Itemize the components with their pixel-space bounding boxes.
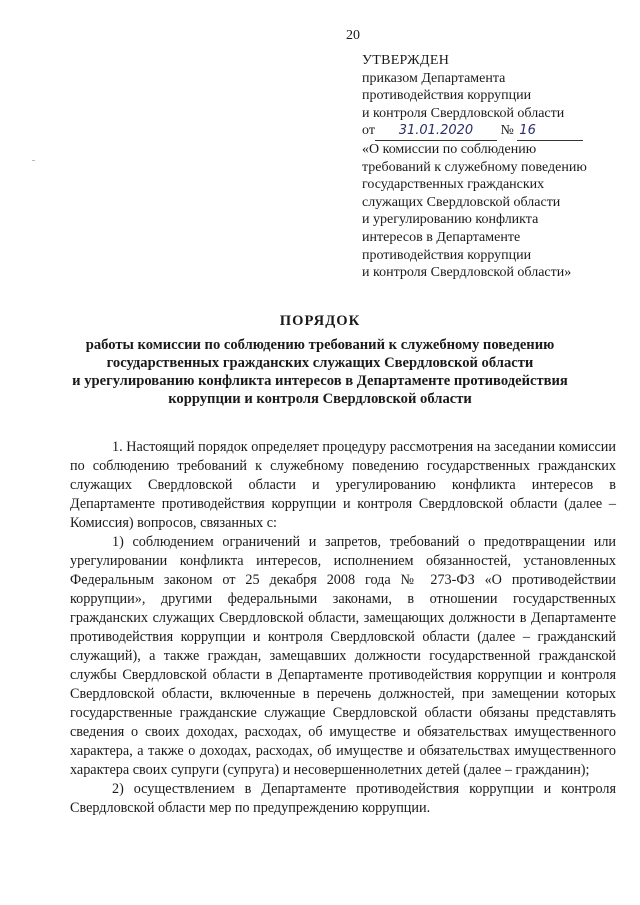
number-prefix: № bbox=[500, 123, 514, 139]
order-title-line: и урегулированию конфликта bbox=[362, 212, 539, 228]
order-title-line: государственных гражданских bbox=[362, 177, 545, 193]
order-title-line: противодействия коррупции bbox=[362, 247, 532, 263]
document-subtitle-line: государственных гражданских служащих Свердловской области bbox=[106, 355, 534, 371]
page-number: 20 bbox=[346, 28, 360, 43]
body-paragraph: 1) соблюдением ограничений и запретов, требований о предотвращении или урегулировании конфликта интересов, исполнением обязанностей, установленных Федеральным законом от 25 декабря 2008 года № 273-ФЗ «О противодействии коррупции», другими федеральными законами, в отношении государственных гражданских служащих Свердловской области, замещающих должности в Департаменте противодействия коррупции и контроля Свердловской области (далее – гражданский служащий), а также граждан, замещавших должности государственной гражданской службы Свердловской области в Департаменте противодействия коррупции и контроля Свердловской области, включенные в перечень должностей, при замещении которых государственные гражданские служащие Свердловской области обязаны представлять сведения о своих доходах, расходах, об имуществе и обязательствах имущественного характера, а также о доходах, расходах, об имуществе и обязательствах имущественного характера своих супруги (супруга) и несовершеннолетних детей (далее – гражданин); bbox=[70, 534, 616, 778]
order-title-line: требований к служебному поведению bbox=[362, 159, 587, 175]
body-paragraph: 2) осуществлением в Департаменте противодействия коррупции и контроля Свердловской области мер по предупреждению коррупции. bbox=[70, 781, 616, 816]
document-subtitle-line: и урегулированию конфликта интересов в Департаменте противодействия bbox=[72, 373, 568, 389]
approval-line: противодействия коррупции bbox=[362, 88, 532, 104]
document-title-block bbox=[40, 313, 600, 408]
body-paragraph: 1. Настоящий порядок определяет процедуру рассмотрения на заседании комиссии по соблюдению требований к служебному поведению государственных гражданских служащих Свердловской области и урегулированию конфликта интересов в Департаменте противодействия коррупции и контроля Свердловской области (далее – Комиссия) вопросов, связанных с: bbox=[70, 439, 616, 531]
approval-line: и контроля Свердловской области bbox=[362, 105, 565, 121]
handwritten-number: 16 bbox=[517, 122, 583, 141]
date-prefix: от bbox=[362, 123, 375, 139]
document-subtitle-line: работы комиссии по соблюдению требований к служебному поведению bbox=[85, 337, 555, 353]
approval-heading: УТВЕРЖДЕН bbox=[362, 53, 450, 68]
document-title: ПОРЯДОК bbox=[279, 313, 361, 329]
order-title-line: служащих Свердловской области bbox=[362, 194, 561, 210]
document-body bbox=[70, 438, 616, 818]
approval-date-line bbox=[362, 122, 587, 141]
order-title-line: «О комиссии по соблюдению bbox=[362, 141, 537, 157]
handwritten-date: 31.01.2020 bbox=[375, 122, 497, 141]
order-title-line: интересов в Департаменте bbox=[362, 229, 521, 245]
approval-stamp-block bbox=[362, 52, 587, 282]
approval-line: приказом Департамента bbox=[362, 70, 506, 86]
scan-speck bbox=[32, 160, 35, 161]
order-title-line: и контроля Свердловской области» bbox=[362, 265, 572, 281]
document-subtitle-line: коррупции и контроля Свердловской области bbox=[168, 391, 472, 407]
